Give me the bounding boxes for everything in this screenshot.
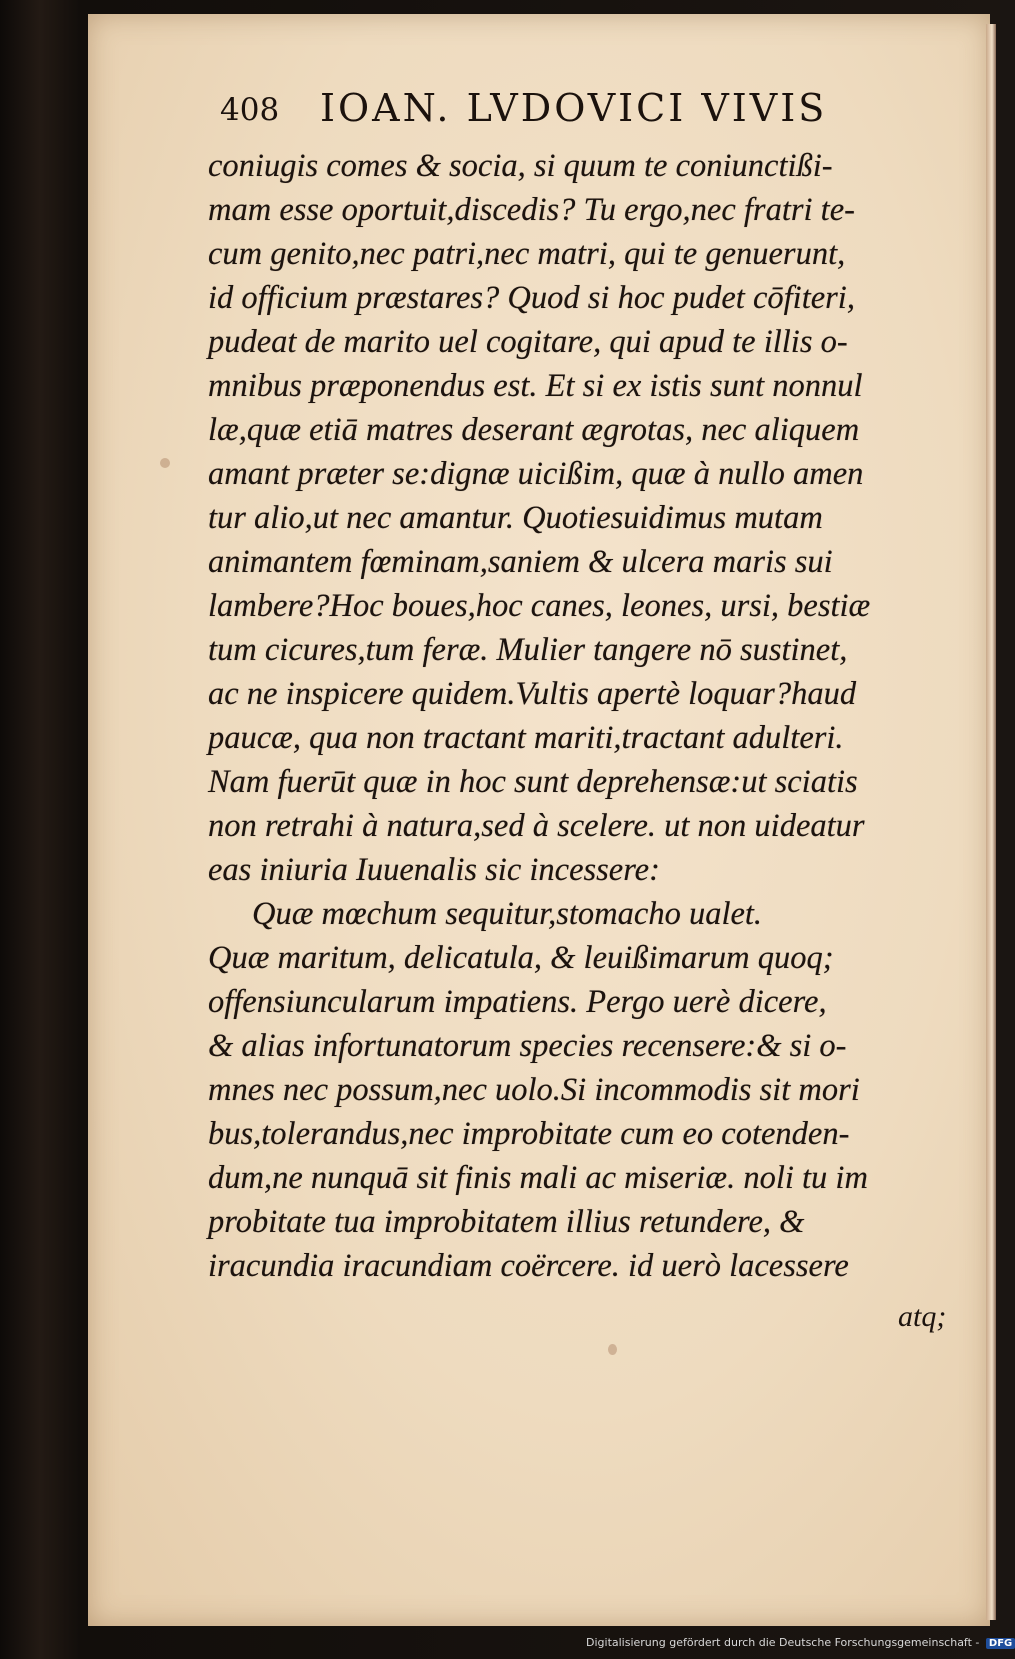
text-line: non retrahi à natura,sed à scelere. ut non uideatur <box>208 808 865 844</box>
catchword: atq; <box>898 1300 947 1333</box>
text-line: tum cicures,tum feræ. Mulier tangere nō sustinet, <box>208 632 848 668</box>
text-line: mnibus præponendus est. Et si ex istis sunt nonnul <box>208 368 863 404</box>
paper-stain <box>160 458 170 468</box>
text-line: mam esse oportuit,discedis? Tu ergo,nec fratri te- <box>208 192 855 228</box>
page-number: 408 <box>220 92 280 128</box>
text-line: mnes nec possum,nec uolo.Si incommodis sit mori <box>208 1072 860 1108</box>
text-line: lambere?Hoc boues,hoc canes, leones, ursi, bestiæ <box>208 588 871 624</box>
text-line: læ,quæ etiā matres deserant ægrotas, nec aliquem <box>208 412 860 448</box>
text-line: cum genito,nec patri,nec matri, qui te genuerunt, <box>208 236 846 272</box>
text-line: & alias infortunatorum species recensere:& si o- <box>208 1028 847 1064</box>
verse-quotation: Quæ mœchum sequitur,stomacho ualet. <box>252 896 763 932</box>
text-line: coniugis comes & socia, si quum te coniunctißi- <box>208 148 833 184</box>
page-edge <box>986 24 996 1620</box>
text-line: iracundia iracundiam coërcere. id uerò lacessere <box>208 1248 849 1284</box>
text-line: tur alio,ut nec amantur. Quotiesuidimus mutam <box>208 500 823 536</box>
body-text <box>208 144 968 1288</box>
text-line: paucæ, qua non tractant mariti,tractant adulteri. <box>208 720 844 756</box>
text-line: eas iniuria Iuuenalis sic incessere: <box>208 852 660 888</box>
text-line: pudeat de marito uel cogitare, qui apud te illis o- <box>208 324 848 360</box>
text-line: dum,ne nunquā sit finis mali ac miseriæ. noli tu im <box>208 1160 868 1196</box>
text-line: bus,tolerandus,nec improbitate cum eo cotenden- <box>208 1116 850 1152</box>
text-line: Nam fuerūt quæ in hoc sunt deprehensæ:ut sciatis <box>208 764 858 800</box>
running-head: IOAN. LVDOVICI VIVIS <box>320 86 828 130</box>
text-line: animantem fœminam,saniem & ulcera maris sui <box>208 544 833 580</box>
digitization-footer <box>586 1636 1015 1649</box>
text-line: ac ne inspicere quidem.Vultis apertè loquar?haud <box>208 676 857 712</box>
text-line: id officium præstares? Quod si hoc pudet cōfiteri, <box>208 280 855 316</box>
text-line: amant præter se:dignæ uicißim, quæ à nullo amen <box>208 456 864 492</box>
text-line: probitate tua improbitatem illius retundere, & <box>208 1204 805 1240</box>
dfg-logo: DFG <box>986 1638 1015 1649</box>
text-line: offensiuncularum impatiens. Pergo uerè dicere, <box>208 984 827 1020</box>
paper-stain <box>608 1344 617 1355</box>
page-header <box>220 86 900 146</box>
text-line: Quæ maritum, delicatula, & leuißimarum quoq; <box>208 940 834 976</box>
footer-text: Digitalisierung gefördert durch die Deutsche Forschungsgemeinschaft - <box>586 1636 980 1649</box>
